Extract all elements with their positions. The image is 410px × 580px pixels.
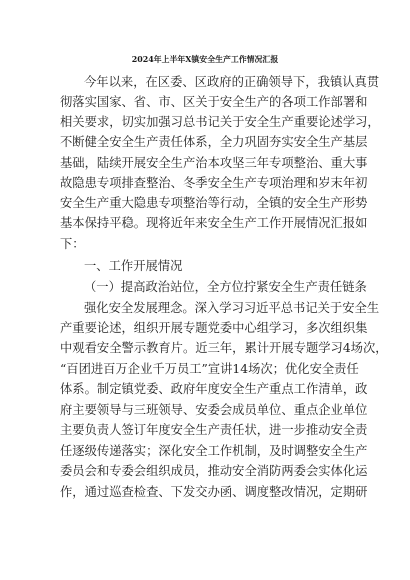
body-line: 体系。制定镇党委、政府年度安全生产重点工作清单，政 [60,382,368,396]
body-line: 任逐级传递落实；深化安全工作机制，及时调整安全生产 [60,444,368,458]
body-line: 基本保持平稳。现将近年来安全生产工作开展情况汇报如 [60,216,368,230]
body-line: 作，通过巡查检查、下发交办函、调度整改情况，定期研 [60,485,368,499]
body-line: 今年以来，在区委、区政府的正确领导下，我镇认真贯 [84,75,380,89]
body-line: 相关要求，切实加强习总书记关于安全生产重要论述学习， [60,115,380,129]
body-line: 中观看安全警示教育片。近三年，累计开展专题学习4场次， [60,341,388,355]
body-line: 主要负责人签订年度安全生产责任状，进一步推动安全责 [60,423,368,437]
body-line: 强化安全发展理念。深入学习习近平总书记关于安全生 [84,301,380,315]
body-line: 府主要领导与三班领导、安委会成员单位、重点企业单位 [60,403,368,417]
document-title: 2024年上半年X镇安全生产工作情况汇报 [131,55,279,64]
body-line: 产重要论述，组织开展专题党委中心组学习，多次组织集 [60,321,368,335]
body-line: “百团进百万企业千万员工”宣讲14场次；优化安全责任 [60,362,359,376]
body-line: 故隐患专项排查整治、冬季安全生产专项治理和岁末年初 [60,176,368,190]
body-line: 彻落实国家、省、市、区关于安全生产的各项工作部署和 [60,95,368,109]
section-heading: 一、工作开展情况 [84,259,183,273]
body-line: 安全生产重大隐患专项整治等行动，全镇的安全生产形势 [60,196,368,210]
body-line: 不断健全安全生产责任体系，全力巩固夯实安全生产基层 [60,135,368,149]
body-line: 委员会和专委会组织成员，推动安全消防两委会实体化运 [60,464,368,478]
body-line: 下： [60,237,85,251]
subsection-heading: （一）提高政治站位，全方位拧紧安全生产责任链条 [84,280,367,294]
body-line: 基础，陆续开展安全生产治本攻坚三年专项整治、重大事 [60,156,368,170]
